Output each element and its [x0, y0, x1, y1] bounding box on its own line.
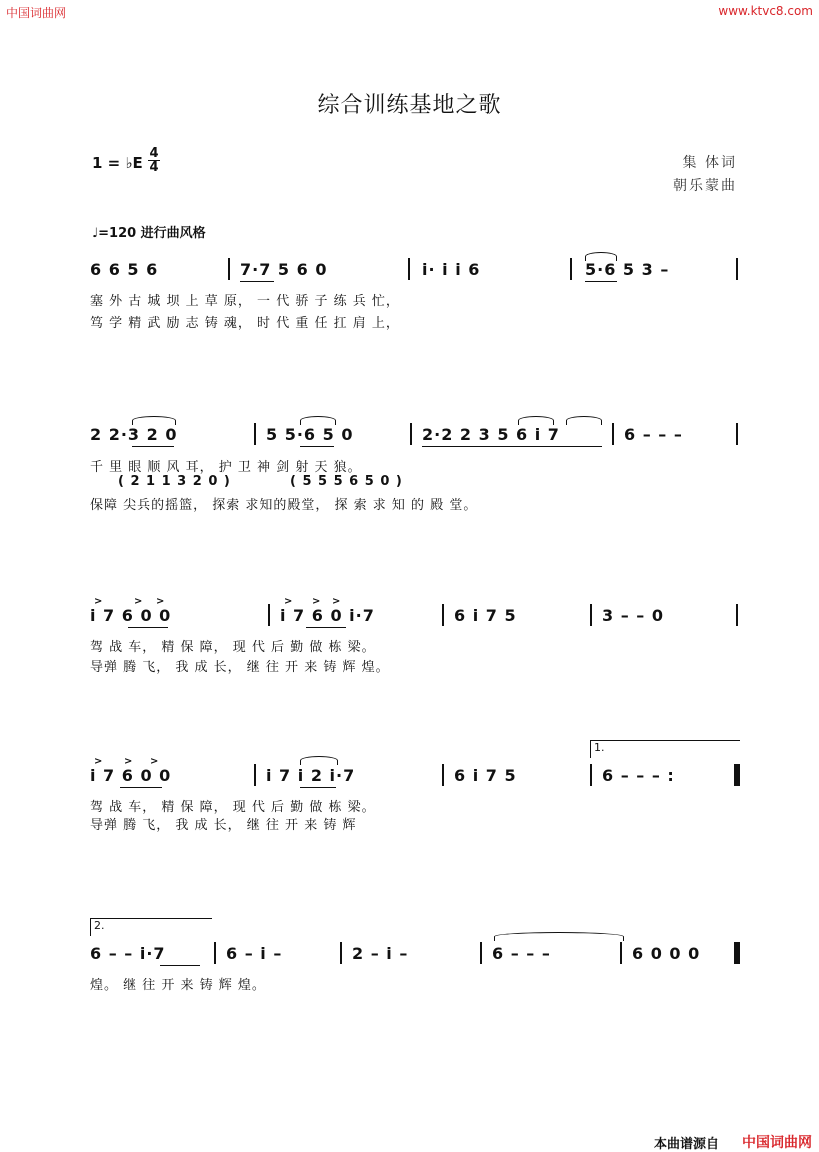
- volta-bracket-1: 1.: [590, 740, 740, 758]
- composer: 朝乐蒙曲: [673, 178, 737, 194]
- accent-mark: >: [332, 596, 341, 607]
- measure: 6 i 7 5: [454, 766, 517, 785]
- barline: [408, 258, 410, 280]
- lyrics-verse-1: 千 里 眼 顺 风 耳， 护 卫 神 剑 射 天 狼。: [90, 460, 362, 475]
- measure: i 7 6 0 i·7: [280, 606, 375, 625]
- measure: 6 – – –: [492, 944, 551, 963]
- barline: [612, 423, 614, 445]
- barline: [214, 942, 216, 964]
- measure: 6 – – –: [624, 425, 683, 444]
- barline: [340, 942, 342, 964]
- measure: i· i i 6: [422, 260, 481, 279]
- accent-mark: >: [284, 596, 293, 607]
- measure: 2 – i –: [352, 944, 409, 963]
- barline: [620, 942, 622, 964]
- barline: [254, 764, 256, 786]
- measure: 6 – – i·7: [90, 944, 166, 963]
- measure: i 7 6 0 0: [90, 606, 172, 625]
- song-title: 综合训练基地之歌: [317, 93, 502, 118]
- accent-mark: >: [134, 596, 143, 607]
- alt-notes-2: ( 5 5 5 6 5 0 ): [290, 474, 403, 489]
- barline: [570, 258, 572, 280]
- beam: [585, 281, 617, 282]
- measure: 2 2·3 2 0: [90, 425, 178, 444]
- lyrics-verse-1: 塞 外 古 城 坝 上 草 原， 一 代 骄 子 练 兵 忙，: [90, 294, 400, 309]
- beam: [160, 965, 200, 966]
- barline: [228, 258, 230, 280]
- measure: 5·6 5 3 –: [585, 260, 670, 279]
- volta-bracket-2: 2.: [90, 918, 212, 936]
- tempo-marking: ♩=120 进行曲风格: [92, 226, 206, 241]
- barline: [268, 604, 270, 626]
- beam: [306, 627, 346, 628]
- beam: [300, 787, 336, 788]
- measure: 6 0 0 0: [632, 944, 701, 963]
- final-barline: [734, 942, 740, 964]
- measure: i 7 i 2 i·7: [266, 766, 356, 785]
- lyrics-verse-1: 煌。 继 往 开 来 铸 辉 煌。: [90, 978, 266, 993]
- barline: [442, 764, 444, 786]
- tie: [494, 932, 624, 941]
- accent-mark: >: [94, 756, 103, 767]
- repeat-end-barline: [734, 764, 740, 786]
- accent-mark: >: [94, 596, 103, 607]
- barline: [442, 604, 444, 626]
- barline: [254, 423, 256, 445]
- footer-source-label: 本曲谱源自: [654, 1137, 720, 1152]
- time-bottom: 4: [149, 160, 159, 175]
- barline: [480, 942, 482, 964]
- slur: [300, 756, 338, 765]
- beam: [128, 627, 168, 628]
- barline: [410, 423, 412, 445]
- lyrics-verse-2: 笃 学 精 武 励 志 铸 魂， 时 代 重 任 扛 肩 上，: [90, 316, 400, 331]
- measure: 6 i 7 5: [454, 606, 517, 625]
- measure: 6 – i –: [226, 944, 283, 963]
- measure: 2·2 2 3 5 6 i 7: [422, 425, 560, 444]
- site-logo-left[interactable]: 中国词曲网: [6, 6, 67, 20]
- lyrics-verse-1: 驾 战 车， 精 保 障， 现 代 后 勤 做 栋 梁。: [90, 800, 376, 815]
- barline: [736, 258, 738, 280]
- slur: [566, 416, 602, 425]
- beam: [240, 281, 274, 282]
- measure: 5 5·6 5 0: [266, 425, 354, 444]
- measure: 7·7 5 6 0: [240, 260, 328, 279]
- lyricist: 集 体词: [682, 155, 737, 171]
- accent-mark: >: [156, 596, 165, 607]
- measure: 6 – – – :: [602, 766, 675, 785]
- measure: i 7 6 0 0: [90, 766, 172, 785]
- alt-notes-1: ( 2 1 1 3 2 0 ): [118, 474, 231, 489]
- accent-mark: >: [312, 596, 321, 607]
- barline: [736, 423, 738, 445]
- slur: [300, 416, 336, 425]
- slur: [518, 416, 554, 425]
- beam: [300, 446, 334, 447]
- barline: [736, 604, 738, 626]
- beam: [422, 446, 602, 447]
- measure: 3 – – 0: [602, 606, 664, 625]
- key-signature: 1 = ♭E: [92, 154, 143, 172]
- lyrics-verse-1: 驾 战 车， 精 保 障， 现 代 后 勤 做 栋 梁。: [90, 640, 376, 655]
- measure: 6 6 5 6: [90, 260, 159, 279]
- accent-mark: >: [150, 756, 159, 767]
- accent-mark: >: [124, 756, 133, 767]
- beam: [132, 446, 174, 447]
- beam: [120, 787, 162, 788]
- time-top: 4: [149, 146, 159, 161]
- footer-site-link[interactable]: 中国词曲网: [742, 1135, 812, 1151]
- barline: [590, 604, 592, 626]
- lyrics-verse-2: 导弹 腾 飞， 我 成 长， 继 往 开 来 铸 辉 煌。: [90, 660, 390, 675]
- barline: [590, 764, 592, 786]
- slur: [585, 252, 617, 261]
- time-signature: [148, 147, 160, 174]
- site-url-right[interactable]: www.ktvc8.com: [718, 4, 813, 18]
- lyrics-verse-2: 导弹 腾 飞， 我 成 长， 继 往 开 来 铸 辉: [90, 818, 357, 833]
- lyrics-verse-2: 保障 尖兵的摇篮， 探索 求知的殿堂， 探 索 求 知 的 殿 堂。: [90, 498, 478, 513]
- slur: [132, 416, 176, 425]
